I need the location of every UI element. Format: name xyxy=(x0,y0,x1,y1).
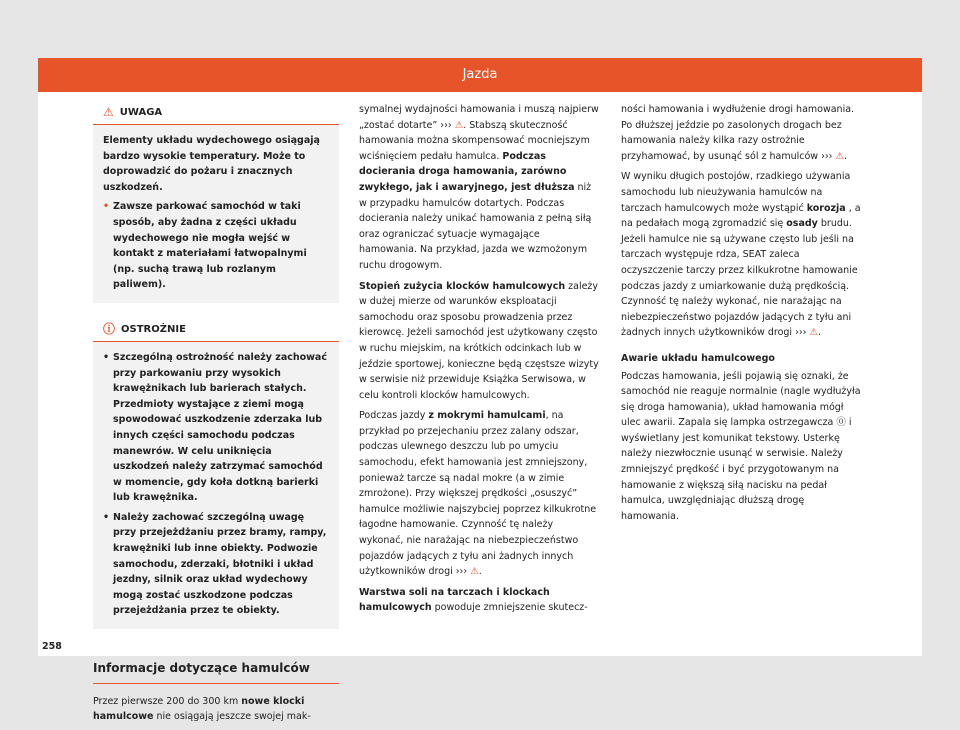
warning-triangle-icon: ⚠ xyxy=(454,119,464,131)
page-header: Jazda xyxy=(38,58,922,92)
subsection-title: Awarie układu hamulcowego xyxy=(621,352,775,364)
warning-intro: Elementy układu wydechowego osiągają bardzo wysokie temperatury. Może to doprowadzić do pożaru i znacznych uszkodzeń. xyxy=(103,135,320,193)
caution-bullet-1: • Szczególną ostrożność należy zachować przy parkowaniu przy wysokich krawężnikach lub barierach stałych. Przedmioty wystające z ziemi mogą spowodować uszkodzenie zderzaka lub innych części samochodu podczas manewrów. W celu uniknięcia uszkodzeń należy zatrzymać samochód w momencie, gdy koła dotkną barierki lub krawężnika. xyxy=(103,350,329,506)
column-2 xyxy=(359,102,599,621)
info-circle-icon: ⓘ xyxy=(103,322,116,337)
brake-warning-icon: ⓪ xyxy=(836,417,846,429)
caution-box xyxy=(93,319,339,629)
warning-triangle-icon: ⚠ xyxy=(103,105,114,120)
warning-triangle-icon: ⚠ xyxy=(809,327,819,339)
warning-body xyxy=(93,125,339,303)
manual-page xyxy=(38,58,922,723)
caution-title: OSTROŻNIE xyxy=(121,324,186,336)
paragraph: Podczas jazdy z mokrymi hamulcami, na przykład po przejechaniu przez zalany odszar, podczas ulewnego deszczu lub po umyciu samochodu, efekt hamowania jest zmniejszony, ponieważ tarcze są nadal mokre (a w zimie zmrożone). Przy większej prędkości „osuszyć” hamulce możliwie najszybciej poprzez kilkukrotne łagodne hamowanie. Czynność tę należy wykonać, nie narażając na niebezpieczeństwo pojazdów jadących z tyłu ani żadnych innych użytkowników drogi ››› ⚠. xyxy=(359,410,597,578)
warning-title: UWAGA xyxy=(119,107,163,119)
paragraph: W wyniku długich postojów, rzadkiego używania samochodu lub nieużywania hamulców na tarczach hamulcowych może wystąpić korozja , a na pedałach mogą zgromadzić się osady brudu. Jeżeli hamulce nie są używane często lub jeśli na tarczach występuje rdza, SEAT zaleca oczyszczenie tarczy przez kilkukrotne hamowanie podczas jazdy z umiarkowanie dużą prędkością. Czynność tę należy wykonać, nie narażając na niebezpieczeństwo pojazdów jadących z tyłu ani żadnych innych użytkowników drogi ››› ⚠. xyxy=(621,171,861,339)
paragraph: Stopień zużycia klocków hamulcowych zależy w dużej mierze od warunków eksploatacji samochodu oraz sposobu prowadzenia przez kierowcę. Jeżeli samochód jest użytkowany często w ruchu miejskim, na krótkich odcinkach lub w jeździe sportowej, konieczne będą częstsze wizyty w serwisie niż przewiduje Książka Serwisowa, w celu kontroli klocków hamulcowych. xyxy=(359,280,599,401)
paragraph: Przez pierwsze 200 do 300 km nowe klocki hamulcowe nie osiągają jeszcze swojej mak- xyxy=(93,695,311,723)
column-3 xyxy=(621,102,861,529)
warning-box xyxy=(93,102,339,303)
caution-header xyxy=(93,319,339,342)
caution-bullet-2: • Należy zachować szczególną uwagę przy przejeżdżaniu przez bramy, rampy, krawężniki lub inne obiekty. Podwozie samochodu, zderzaki, błotniki i układ jezdny, silnik oraz układ wydechowy mogą zostać uszkodzone podczas przejeżdżania przez te obiekty. xyxy=(103,510,329,619)
paragraph: symalnej wydajności hamowania i muszą najpierw „zostać dotarte” ››› ⚠. Stabszą skuteczność hamowania można skompensować mocniejszym wciśnięciem pedału hamulca. Podczas docierania droga hamowania, zarówno zwykłego, jak i awaryjnego, jest dłuższa niż w przypadku hamulców dotartych. Podczas docierania należy unikać hamowania z pełną siłą oraz ograniczać sytuacje wymagające hamowania. Na przykład, jazda we wzmożonym ruchu drogowym. xyxy=(359,104,599,271)
warning-bullet: • Zawsze parkować samochód w taki sposób, aby żadna z części układu wydechowego nie mogła wejść w kontakt z materiałami łatwopalnymi (np. suchą trawą lub rozlanym paliwem). xyxy=(103,199,329,293)
paragraph: Warstwa soli na tarczach i klockach hamulcowych powoduje zmniejszenie skutecz- xyxy=(359,586,588,614)
section-title: Informacje dotyczące hamulców xyxy=(93,661,339,684)
paragraph: ności hamowania i wydłużenie drogi hamowania. Po dłuższej jeździe po zasolonych drogach bez hamowania należy kilka razy ostrożnie przyhamować, by usunąć sól z hamulców ››› ⚠. xyxy=(621,104,855,162)
warning-triangle-icon: ⚠ xyxy=(470,566,479,578)
warning-triangle-icon: ⚠ xyxy=(835,150,845,162)
page-number: 258 xyxy=(42,641,62,652)
caution-body xyxy=(93,342,339,629)
column-1 xyxy=(93,102,339,730)
paragraph: Podczas hamowania, jeśli pojawią się oznaki, że samochód nie reaguje normalnie (nagle wydłużyła się droga hamowania), układ hamowania mógł ulec awarii. Zapala się lampka ostrzegawcza ⓪ i wyświetlany jest komunikat tekstowy. Usterkę należy niezwłocznie usunąć w serwisie. Należy zmniejszyć prędkość i być przygotowanym na hamowanie z większą siłą nacisku na pedał hamulca, uwzględniając dłuższą drogę hamowania. xyxy=(621,370,861,522)
warning-header xyxy=(93,102,339,125)
